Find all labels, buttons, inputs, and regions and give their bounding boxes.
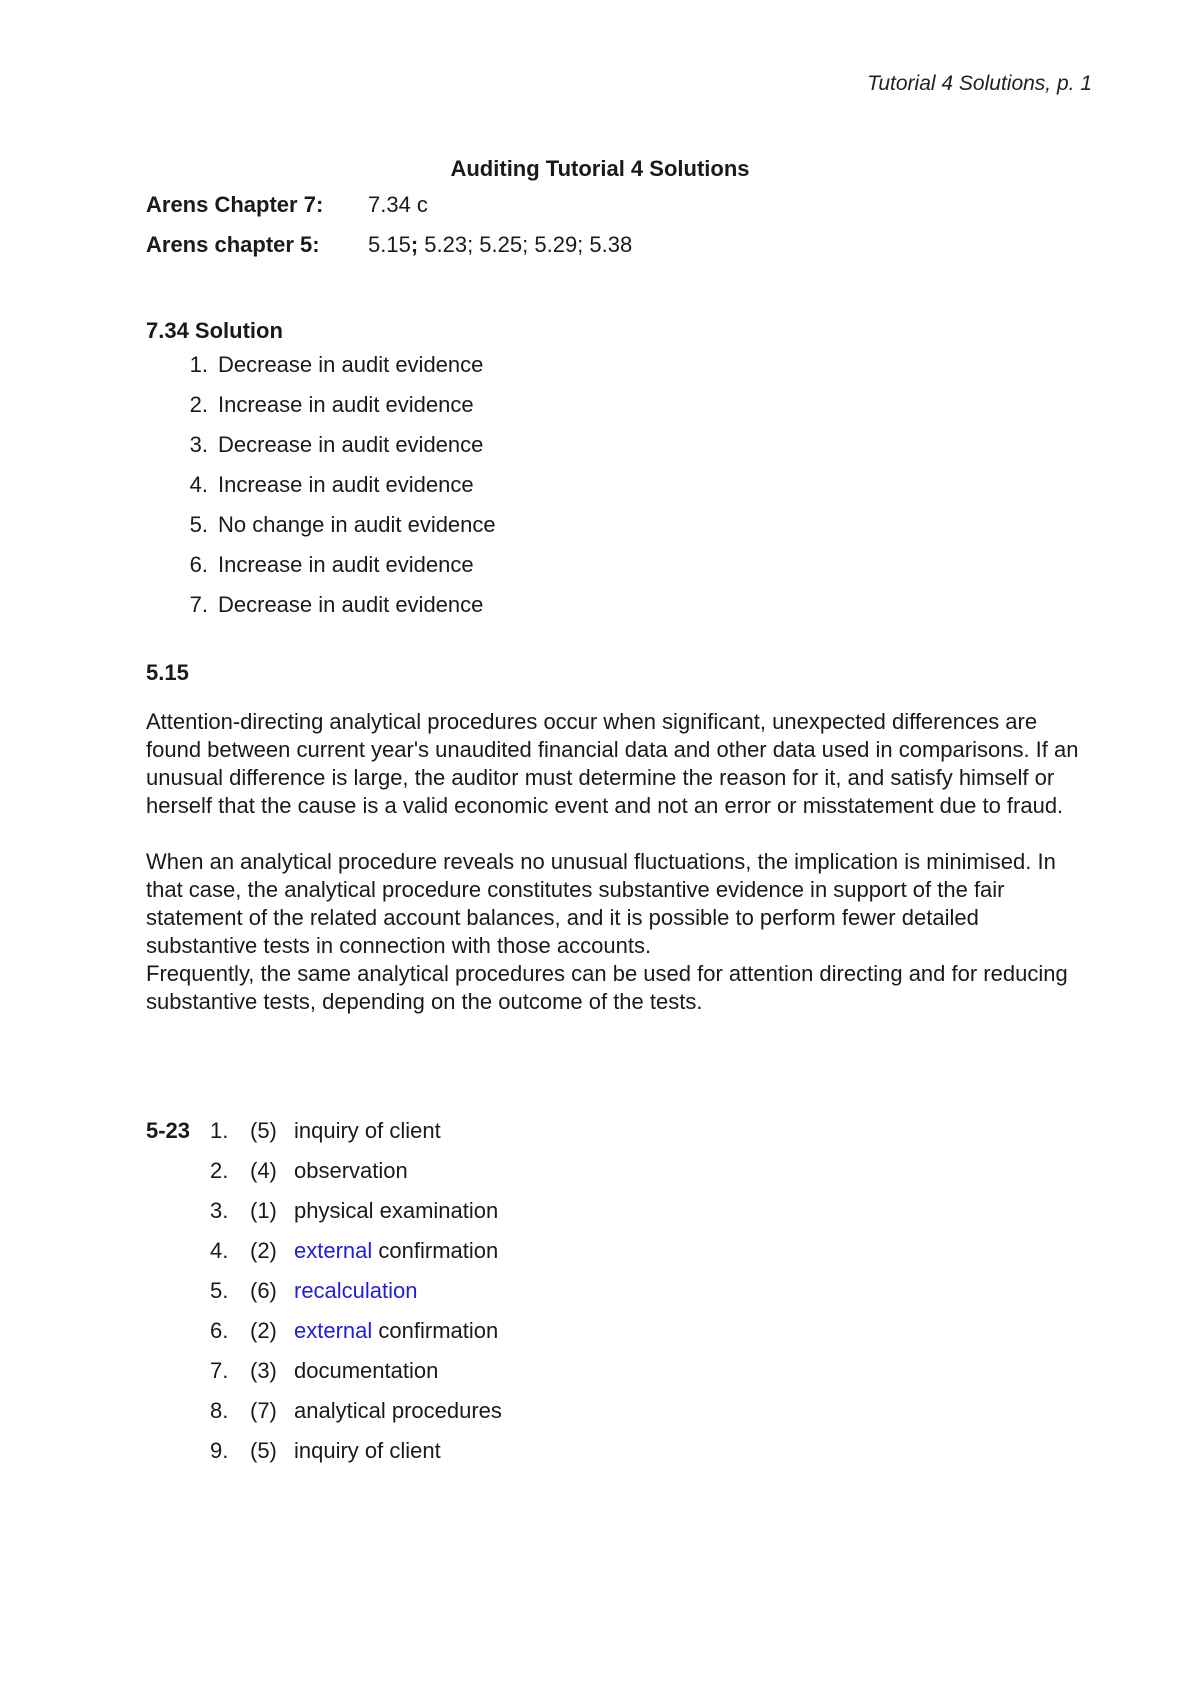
list-item xyxy=(146,505,496,545)
assignment-value xyxy=(368,232,632,258)
evidence-type-code: (5) xyxy=(250,1118,277,1143)
paragraph-attention-directing: Attention-directing analytical procedures occur when significant, unexpected differences are found between current year's unaudited financial data and other data used in comparisons. If an unusual difference is large, the auditor must determine the reason for it, and satisfy himself or herself that the cause is a valid economic event and not an error or misstatement due to fraud. xyxy=(146,709,1079,818)
answer-item xyxy=(146,1271,502,1311)
answer-number: 9. xyxy=(210,1438,229,1463)
answer-item xyxy=(146,1111,502,1151)
evidence-type-rest: inquiry of client xyxy=(294,1438,441,1463)
evidence-type-text xyxy=(294,1391,502,1431)
evidence-type-rest: confirmation xyxy=(372,1238,499,1263)
answer-number: 4. xyxy=(210,1238,229,1263)
list-item xyxy=(146,545,496,585)
answer-indent xyxy=(146,1311,210,1351)
evidence-type-text xyxy=(294,1311,498,1351)
evidence-type-rest: documentation xyxy=(294,1358,439,1383)
document-title: Auditing Tutorial 4 Solutions xyxy=(450,156,750,181)
list-item-number: 2. xyxy=(189,392,208,417)
answer-indent xyxy=(146,1391,210,1431)
evidence-type-rest: physical examination xyxy=(294,1198,499,1223)
list-item-number: 3. xyxy=(189,432,208,457)
answer-item xyxy=(146,1151,502,1191)
answer-indent xyxy=(146,1431,210,1471)
list-item-number: 5. xyxy=(189,512,208,537)
answer-number: 5. xyxy=(210,1278,229,1303)
list-item-text: Decrease in audit evidence xyxy=(218,592,484,617)
evidence-type-code: (2) xyxy=(250,1238,277,1263)
solution-list-7-34 xyxy=(146,345,496,625)
paragraph-frequently: Frequently, the same analytical procedures can be used for attention directing and for reducing substantive tests, depending on the outcome of the tests. xyxy=(146,961,1068,1014)
evidence-type-code: (2) xyxy=(250,1318,277,1343)
answer-number: 1. xyxy=(210,1118,229,1143)
answer-number: 8. xyxy=(210,1398,229,1423)
evidence-type-code: (3) xyxy=(250,1358,277,1383)
list-item xyxy=(146,385,496,425)
highlighted-term: external xyxy=(294,1238,373,1263)
answer-indent xyxy=(146,1271,210,1311)
list-item xyxy=(146,465,496,505)
answer-number: 2. xyxy=(210,1158,229,1183)
evidence-type-rest: analytical procedures xyxy=(294,1398,502,1423)
answer-item xyxy=(146,1191,502,1231)
list-item-text: Increase in audit evidence xyxy=(218,472,474,497)
evidence-type-code: (5) xyxy=(250,1438,277,1463)
assignment-row-chapter-7 xyxy=(146,192,428,218)
assignment-value-separator: ; xyxy=(410,232,419,257)
evidence-type-rest: inquiry of client xyxy=(294,1118,441,1143)
evidence-type-text xyxy=(294,1351,438,1391)
paragraph-no-unusual-fluctuations: When an analytical procedure reveals no unusual fluctuations, the implication is minimised. In that case, the analytical procedure constitutes substantive evidence in support of the fair statement of the related account balances, and it is possible to perform fewer detailed substantive tests in connection with those accounts. xyxy=(146,849,1056,958)
answer-item xyxy=(146,1431,502,1471)
answer-number: 6. xyxy=(210,1318,229,1343)
list-item-text: Decrease in audit evidence xyxy=(218,352,484,377)
evidence-type-rest: observation xyxy=(294,1158,408,1183)
evidence-type-text xyxy=(294,1431,441,1471)
list-item-text: Decrease in audit evidence xyxy=(218,432,484,457)
list-item-number: 1. xyxy=(189,352,208,377)
section-heading-5-23: 5-23 xyxy=(146,1118,191,1143)
answer-number: 3. xyxy=(210,1198,229,1223)
list-item-number: 6. xyxy=(189,552,208,577)
list-item xyxy=(146,345,496,385)
list-item-number: 4. xyxy=(189,472,208,497)
assignment-label: Arens Chapter 7: xyxy=(146,192,324,217)
answer-indent xyxy=(146,1231,210,1271)
highlighted-term: recalculation xyxy=(294,1278,418,1303)
answer-indent xyxy=(146,1151,210,1191)
answer-item xyxy=(146,1231,502,1271)
section-heading-7-34: 7.34 Solution xyxy=(146,318,283,343)
list-item xyxy=(146,585,496,625)
page-header-note: Tutorial 4 Solutions, p. 1 xyxy=(867,72,1092,95)
answer-indent xyxy=(146,1351,210,1391)
list-item xyxy=(146,425,496,465)
list-item-text: Increase in audit evidence xyxy=(218,392,474,417)
assignment-value: 7.34 c xyxy=(368,192,428,217)
list-item-text: Increase in audit evidence xyxy=(218,552,474,577)
evidence-type-text xyxy=(294,1151,408,1191)
evidence-type-code: (4) xyxy=(250,1158,277,1183)
list-item-number: 7. xyxy=(189,592,208,617)
evidence-type-code: (7) xyxy=(250,1398,277,1423)
assignment-value-first: 5.15 xyxy=(368,232,411,257)
assignment-value-rest: 5.23; 5.25; 5.29; 5.38 xyxy=(418,232,633,257)
list-item-text: No change in audit evidence xyxy=(218,512,496,537)
evidence-type-text xyxy=(294,1191,498,1231)
evidence-type-text xyxy=(294,1111,441,1151)
assignment-row-chapter-5 xyxy=(146,232,632,258)
answer-item xyxy=(146,1391,502,1431)
answer-number: 7. xyxy=(210,1358,229,1383)
evidence-type-code: (1) xyxy=(250,1198,277,1223)
answer-indent xyxy=(146,1191,210,1231)
highlighted-term: external xyxy=(294,1318,373,1343)
answer-item xyxy=(146,1311,502,1351)
answer-item xyxy=(146,1351,502,1391)
assignment-label: Arens chapter 5: xyxy=(146,232,320,257)
evidence-type-rest: confirmation xyxy=(372,1318,499,1343)
answer-list-5-23 xyxy=(146,1111,502,1471)
evidence-type-text xyxy=(294,1271,418,1311)
section-heading-5-15: 5.15 xyxy=(146,660,189,685)
evidence-type-code: (6) xyxy=(250,1278,277,1303)
evidence-type-text xyxy=(294,1231,498,1271)
